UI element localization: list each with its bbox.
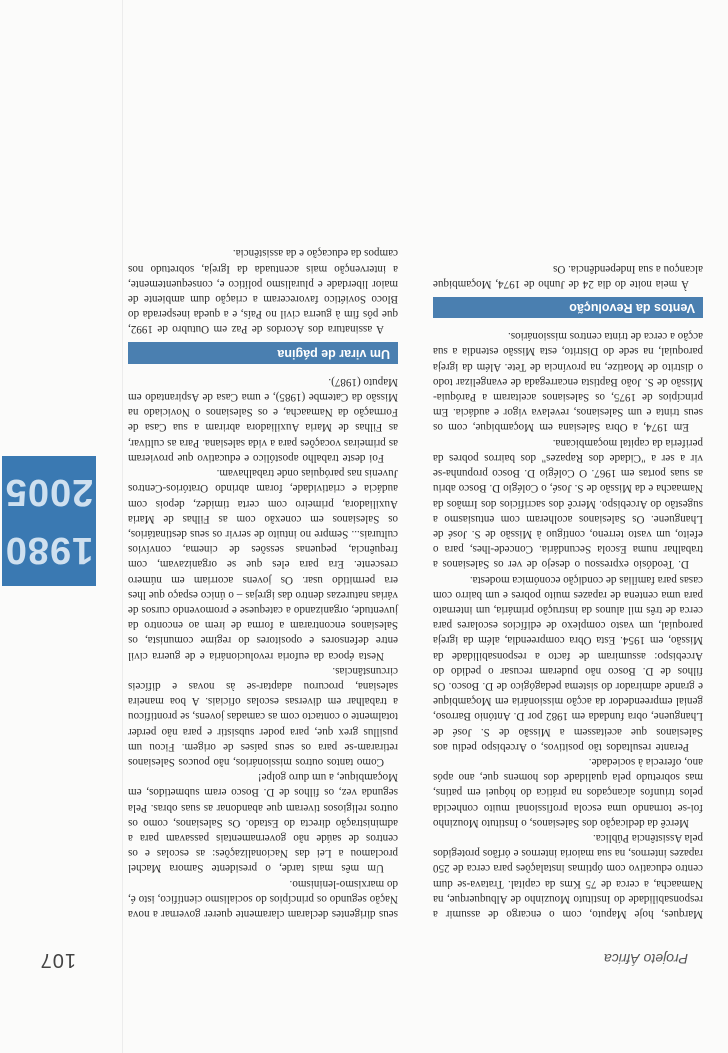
paragraph: Perante resultados tão positivos, o Arcebispo pediu aos Salesianos que aceitassem a Missão de S. José de Lhanguene, obra fundada em 1982 por D. António Barroso, genial empreendedor da acção missionária em Moçambique e grande admirador do sistema pedagógico de D. Bosco. Os filhos de D. Bosco não puderam recusar o pedido do Arcebispo: assumiram de facto a responsabilidade da Missão, em 1954. Esta Obra compreendia, além da igreja paroquial, um vasto complexo de edifícios escolares para cerca de três mil alunos da instrução primária, um internato para uma centena de rapazes muito pobres e um bairro com casas para famílias de condição económica modesta. [433, 573, 703, 753]
left-column [433, 260, 703, 921]
running-title: Projeto África [603, 951, 688, 967]
paragraph: Nesta época da euforia revolucionária e de guerra civil entre defensores e opositores do regime comunista, os Salesianos encontraram a forma de irem ao encontro da juventude, organizando a catequese e promovendo cursos de várias naturezas dentro das igrejas – o único espaço que lhes era permitido usar. Os jovens acorriam em número crescente. Era para eles que se organizavam, com frequência, pequenas sessões de cinema, convívios culturais... Sempre no intuito de servir os seus destinatários, os Salesianos em conexão com as Filhas de Maria Auxiliadora, primeiro com certa timidez, depois com audácia e criatividade, foram abrindo Oratórios-Centros Juvenis nas paróquias onde trabalhavam. [128, 467, 398, 662]
page-header [0, 931, 728, 971]
margin-divider [122, 0, 123, 1053]
section-heading: Um virar de página [128, 342, 398, 363]
paragraph: D. Teodósio expressou o desejo de ver os Salesianos a trabalhar numa Escola Secundária. Concede-lhes, para o efeito, um vasto terreno, contíguo à Missão de S. José de Lhanguene. Os Salesianos acolheram com entusiasmo a sugestão do Arcebispo. Mercê dos sacrifícios dos Irmãos da Namaacha e da Missão de S. José, o Colégio D. Bosco abriu as suas portas em 1967. O Colégio D. Bosco propunha-se vir a ser a "Cidade dos Rapazes" dos bairros pobres da periferia da capital moçambicana. [433, 436, 703, 571]
paragraph: Mercê da dedicação dos Salesianos, o Instituto Mouzinho foi-se tornando uma escola profissional muito conhecida pelos triunfos alcançados na prática do hóquei em patins, mas sobretudo pela qualidade dos homens que, ano após ano, oferecia à sociedade. [433, 755, 703, 829]
paragraph: Marques, hoje Maputo, com o encargo de assumir a responsabilidade do Instituto Mouzinho de Albuquerque, na Namaacha, a cerca de 75 Kms da capital. Tratava-se dum centro educativo com óptimas instalações para cerca de 250 rapazes internos, na sua maioria internos e órfãos protegidos pela Assistência Pública. [433, 831, 703, 920]
paragraph: Um mês mais tarde, o presidente Samora Machel proclamou a Lei das Nacionalizações: as escolas e os centros de saúde não governamentais passavam para a administração directa do Estado. Os Salesianos, como os outros religiosos tiveram que abandonar as suas obras. Pela segunda vez, os filhos de D. Bosco eram submetidos, em Moçambique, a um duro golpe! [128, 771, 398, 875]
paragraph: À meia noite do dia 24 de Junho de 1974, Moçambique alcançou a sua Independência. Os [433, 262, 703, 290]
paragraph: A assinatura dos Acordos de Paz em Outubro de 1992, que pôs fim à guerra civil no País, e a queda inesperada do Bloco Soviético favoreceram a criação dum ambiente de maior liberdade e pluralismo político e, consequentemente, a intervenção mais acentuada da Igreja, sobretudo nos campos da educação e da assistência. [128, 247, 398, 336]
paragraph: Foi deste trabalho apostólico e educativo que provieram as primeiras vocações para a vida salesiana. Para as cultivar, as Filhas de Maria Auxiliadora abriram a sua Casa de Formação da Namaacha, e os Salesianos o Noviciado na Missão da Catembe (1985), e uma Casa de Aspirantado em Maputo (1987). [128, 375, 398, 464]
paragraph: seus dirigentes declaram claramente querer governar a nova Nação segundo os princípios do socialismo científico, isto é, do marxismo-leninismo. [128, 877, 398, 920]
paragraph: Em 1974, a Obra Salesiana em Moçambique, com os seus trinta e um Salesianos, revelava vigor e audácia. Em princípios de 1975, os Salesianos aceitaram a Paróquia-Missão de S. João Baptista encarregada de evangelizar todo o distrito de Moatize, na província de Tete. Além da igreja paroquial, na sede do Distrito, esta Missão estendia a sua acção a cerca de trinta centros missionários. [433, 330, 703, 434]
page-number: 107 [39, 949, 76, 971]
paragraph: Como tantos outros missionários, não poucos Salesianos retiraram-se para os seus países de origem. Ficou um pusillus grex que, para poder subsistir e para não perder totalmente o contacto com as camadas jovens, se prontificou a trabalhar em diversas escolas oficiais. A boa maneira salesiana, procurou adaptar-se às novas e difíceis circunstâncias. [128, 664, 398, 768]
year-start: 1980 [4, 529, 94, 571]
right-column [128, 245, 398, 921]
section-heading: Ventos da Revolução [433, 297, 703, 318]
year-end: 2005 [4, 471, 94, 513]
year-badge [2, 456, 96, 586]
